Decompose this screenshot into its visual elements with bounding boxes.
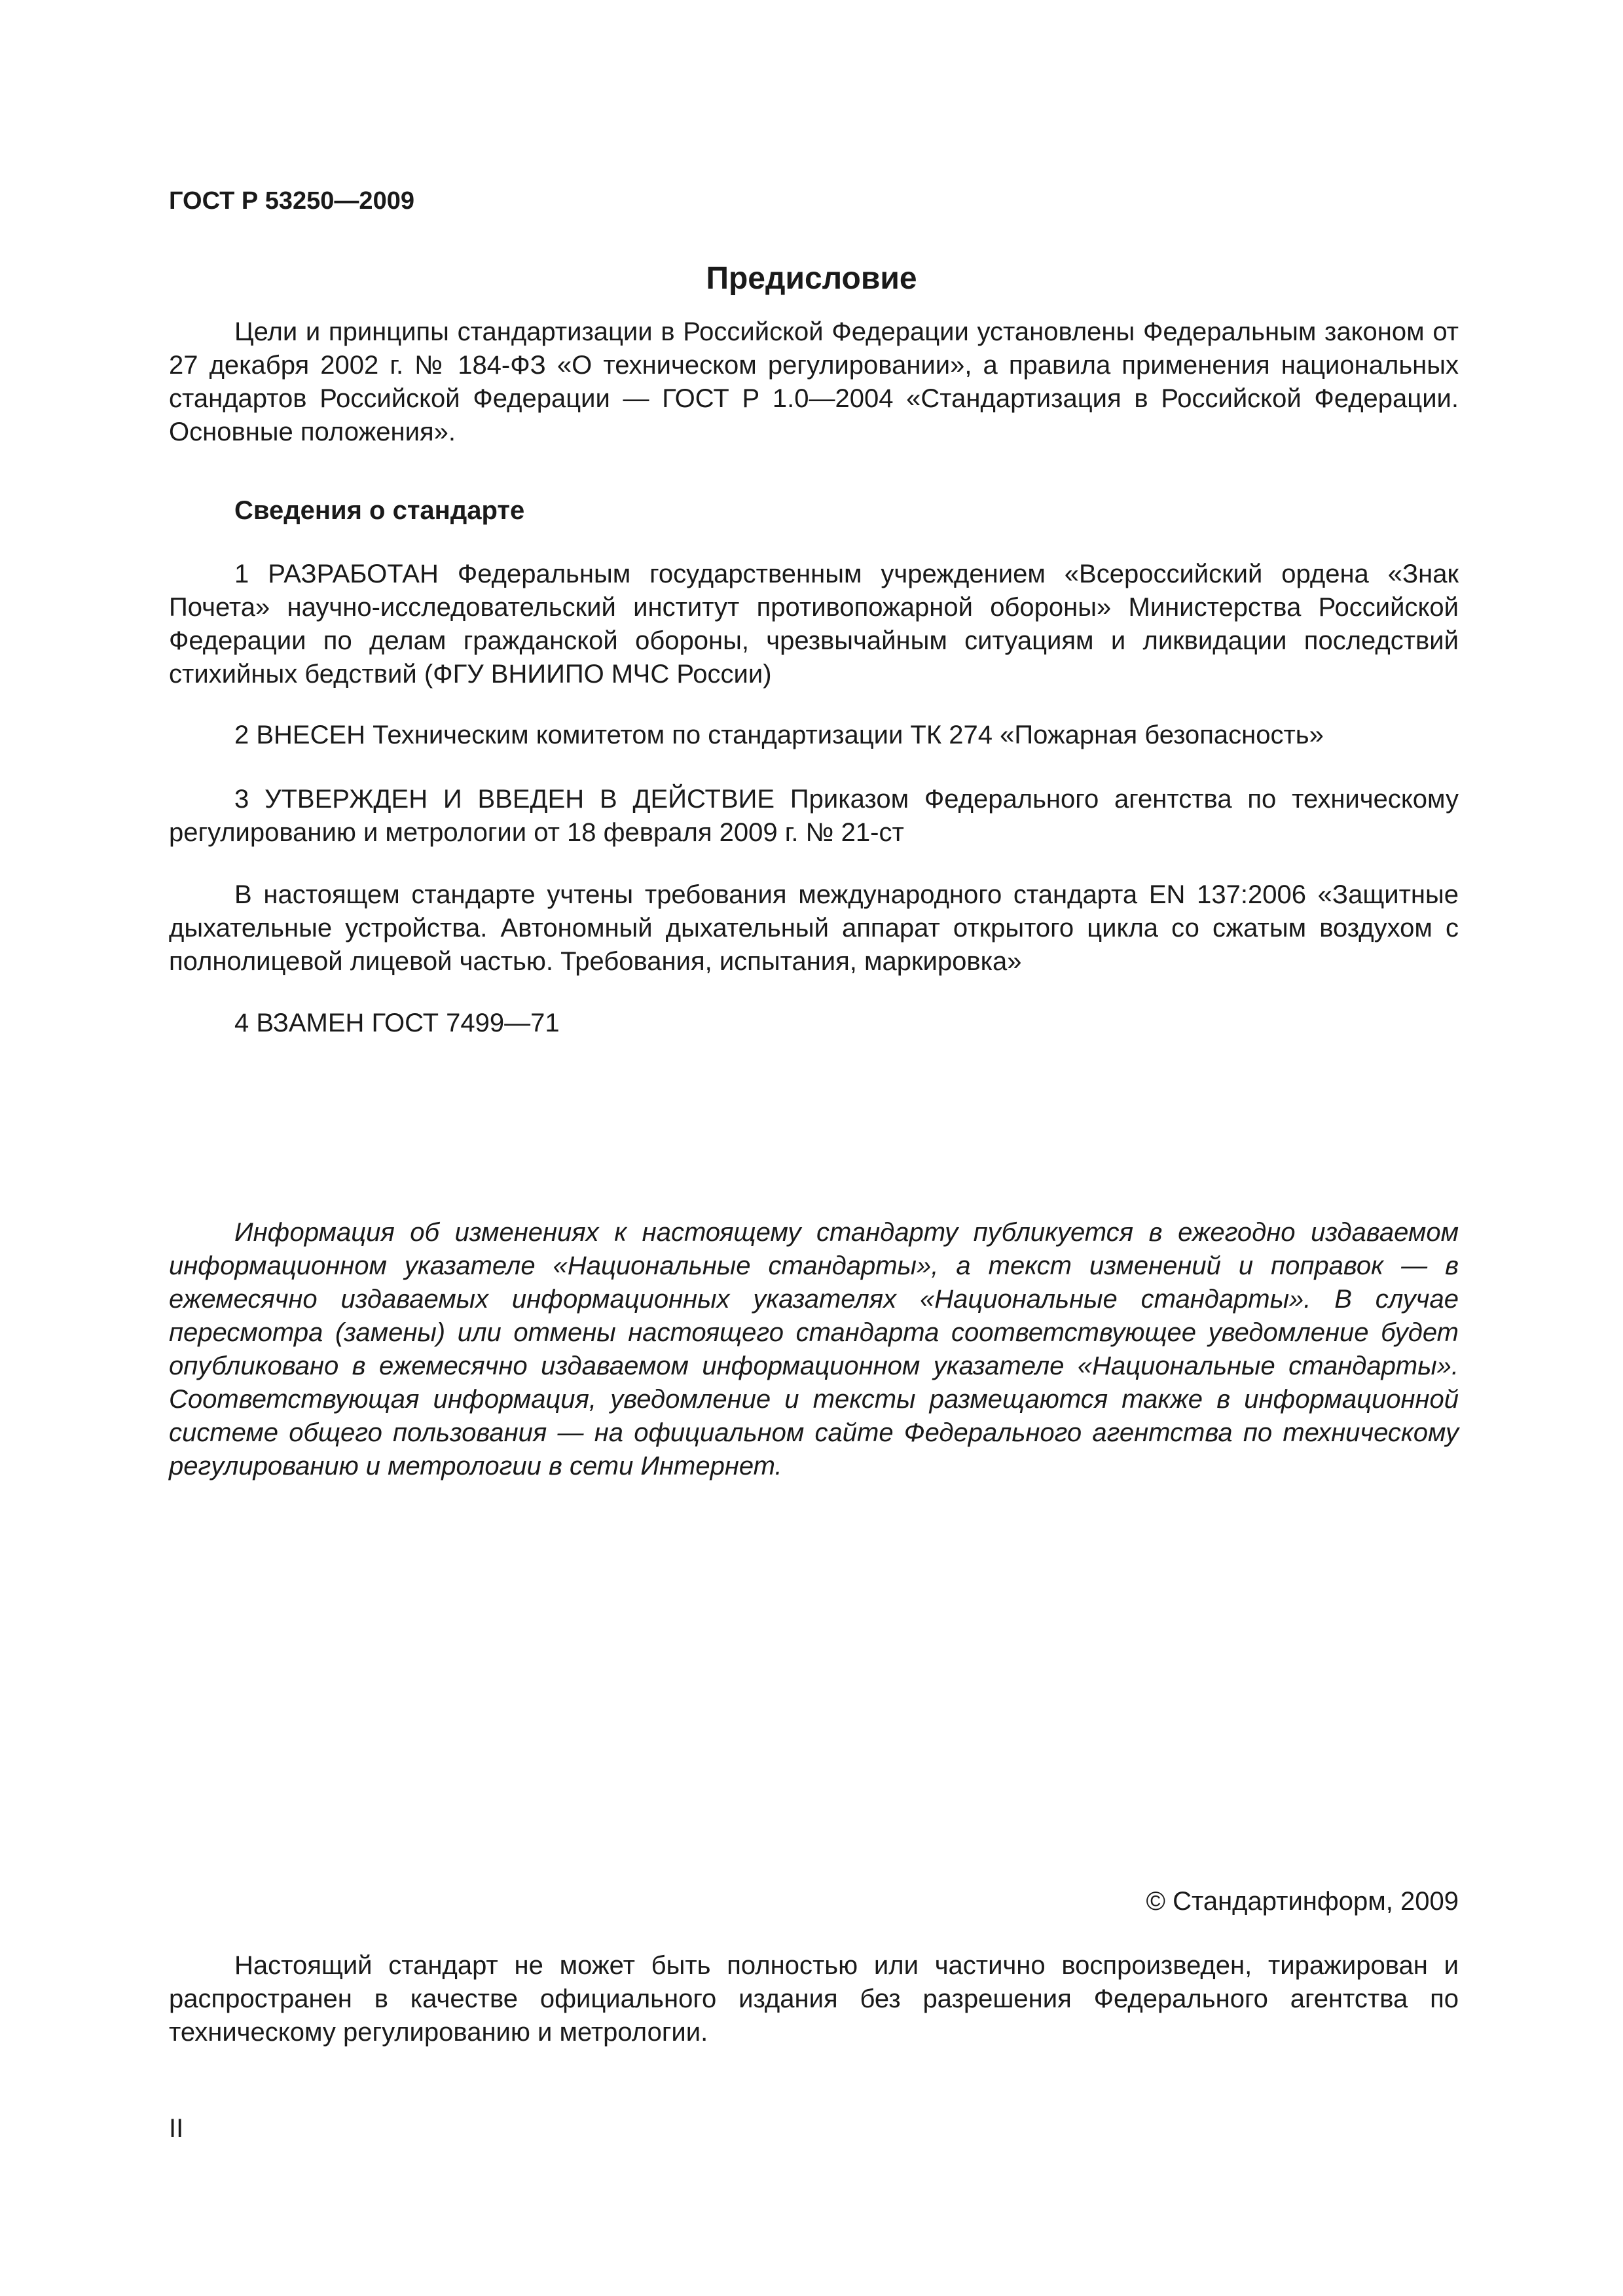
item-approved: 3 УТВЕРЖДЕН И ВВЕДЕН В ДЕЙСТВИЕ Приказом Федерального агентства по техническому регулированию и метрологии от 18 февраля 2009 г. № 21-ст — [169, 785, 1459, 847]
section-heading: Сведения о стандарте — [234, 496, 525, 525]
copyright-line: © Стандартинформ, 2009 — [1146, 1887, 1459, 1916]
page-number: II — [169, 2114, 184, 2143]
info-notice: Информация об изменениях к настоящему стандарту публикуется в ежегодно издаваемом информационном указателе «Национальные стандарты», а текст изменений и поправок — в ежемесячно издаваемых информационных указателях «Национальные стандарты». В случае пересмотра (замены) или отмены настоящего стандарта соответствующее уведомление будет опубликовано в ежемесячно издаваемом информационном указателе «Национальные стандарты». Соответствующая информация, уведомление и тексты размещаются также в информационной системе общего пользования — на официальном сайте Федерального агентства по техническому регулированию и метрологии в сети Интернет. — [169, 1218, 1459, 1480]
page-title: Предисловие — [706, 261, 917, 296]
item-replaces: 4 ВЗАМЕН ГОСТ 7499—71 — [234, 1009, 560, 1037]
standard-code: ГОСТ Р 53250—2009 — [169, 187, 414, 215]
reproduction-notice: Настоящий стандарт не может быть полностью или частично воспроизведен, тиражирован и распространен в качестве официального издания без разрешения Федерального агентства по техническому регулированию и метрологии. — [169, 1951, 1459, 2047]
item-introduced: 2 ВНЕСЕН Техническим комитетом по стандартизации ТК 274 «Пожарная безопасность» — [234, 721, 1324, 749]
item-developed: 1 РАЗРАБОТАН Федеральным государственным учреждением «Всероссийский ордена «Знак Почета» научно-исследовательский институт противопожарной обороны» Министерства Российской Федерации по делам гражданской обороны, чрезвычайным ситуациям и ликвидации последствий стихийных бедствий (ФГУ ВНИИПО МЧС России) — [169, 560, 1459, 689]
item-international-standard: В настоящем стандарте учтены требования международного стандарта EN 137:2006 «Защитные дыхательные устройства. Автономный дыхательный аппарат открытого цикла со сжатым воздухом с полнолицевой лицевой частью. Требования, испытания, маркировка» — [169, 880, 1459, 976]
intro-paragraph: Цели и принципы стандартизации в Российской Федерации установлены Федеральным законом от 27 декабря 2002 г. № 184-ФЗ «О техническом регулировании», а правила применения национальных стандартов Российской Федерации — ГОСТ Р 1.0—2004 «Стандартизация в Российской Федерации. Основные положения». — [169, 317, 1459, 446]
